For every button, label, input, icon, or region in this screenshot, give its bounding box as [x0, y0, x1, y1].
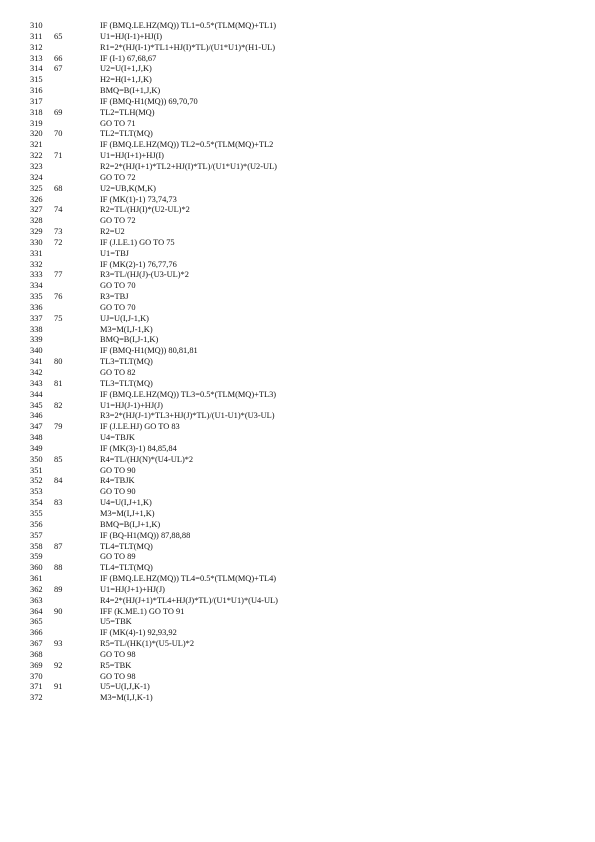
code-line [30, 238, 575, 249]
code-line [30, 444, 575, 455]
line-number: 341 [30, 357, 43, 367]
code-statement: TL4=TLT(MQ) [100, 563, 153, 573]
code-statement: IF (MK(4)-1) 92,93,92 [100, 628, 177, 638]
code-statement: GO TO 70 [100, 302, 136, 312]
code-line [30, 379, 575, 390]
code-line [30, 151, 575, 162]
statement-label: 83 [54, 498, 63, 508]
statement-label: 89 [54, 584, 63, 594]
statement-label: 73 [54, 227, 63, 237]
line-number: 345 [30, 400, 43, 410]
line-number: 336 [30, 302, 43, 312]
statement-label: 79 [54, 422, 63, 432]
code-listing [30, 21, 575, 704]
code-line [30, 303, 575, 314]
line-number: 324 [30, 172, 43, 182]
line-number: 333 [30, 270, 43, 280]
code-statement: R1=2*(HJ(I-1)*TL1+HJ(I)*TL)/(U1*U1)*(H1-UL) [100, 42, 276, 52]
code-line [30, 292, 575, 303]
code-statement: U1=HJ(I+1)+HJ(I) [100, 151, 164, 161]
code-line [30, 672, 575, 683]
line-number: 327 [30, 205, 43, 215]
code-line [30, 346, 575, 357]
code-line [30, 335, 575, 346]
code-line [30, 140, 575, 151]
code-line [30, 368, 575, 379]
code-line [30, 617, 575, 628]
code-line [30, 563, 575, 574]
code-statement: TL3=TLT(MQ) [100, 357, 153, 367]
code-line [30, 466, 575, 477]
code-statement: M3=M(I,J,K-1) [100, 693, 153, 703]
code-line [30, 249, 575, 260]
code-statement: M3=M(I,J+1,K) [100, 508, 155, 518]
code-statement: U1=HJ(I-1)+HJ(I) [100, 31, 163, 41]
code-statement: U1=HJ(J+1)+HJ(J) [100, 584, 165, 594]
code-statement: IF (BMQ.LE.HZ(MQ)) TL3=0.5*(TLM(MQ)+TL3) [100, 389, 277, 399]
code-statement: U5=TBK [100, 617, 132, 627]
code-statement: IF (MK(3)-1) 84,85,84 [100, 443, 177, 453]
code-line [30, 205, 575, 216]
code-statement: R4=2*(HJ(J+1)*TL4+HJ(J)*TL)/(U1*U1)*(U4-UL) [100, 595, 278, 605]
line-number: 364 [30, 606, 43, 616]
code-line [30, 195, 575, 206]
line-number: 344 [30, 389, 43, 399]
line-number: 362 [30, 584, 43, 594]
statement-label: 75 [54, 313, 63, 323]
code-line [30, 54, 575, 65]
line-number: 369 [30, 660, 43, 670]
code-line [30, 498, 575, 509]
code-line [30, 129, 575, 140]
code-line [30, 628, 575, 639]
line-number: 334 [30, 281, 43, 291]
code-line [30, 411, 575, 422]
code-line [30, 509, 575, 520]
statement-label: 70 [54, 129, 63, 139]
line-number: 313 [30, 53, 43, 63]
code-statement: BMQ=B(I+1,J,K) [100, 86, 161, 96]
statement-label: 92 [54, 660, 63, 670]
code-line [30, 487, 575, 498]
line-number: 320 [30, 129, 43, 139]
code-line [30, 184, 575, 195]
code-line [30, 108, 575, 119]
code-line [30, 455, 575, 466]
line-number: 323 [30, 161, 43, 171]
statement-label: 93 [54, 639, 63, 649]
statement-label: 87 [54, 541, 63, 551]
code-statement: GO TO 71 [100, 118, 136, 128]
line-number: 361 [30, 574, 43, 584]
line-number: 360 [30, 563, 43, 573]
line-number: 319 [30, 118, 43, 128]
code-statement: M3=M(I,J-1,K) [100, 324, 153, 334]
code-statement: U2=UB,K(M,K) [100, 183, 156, 193]
line-number: 367 [30, 639, 43, 649]
line-number: 356 [30, 519, 43, 529]
statement-label: 91 [54, 682, 63, 692]
code-statement: GO TO 90 [100, 487, 136, 497]
line-number: 340 [30, 346, 43, 356]
line-number: 322 [30, 151, 43, 161]
code-statement: U1=TBJ [100, 248, 129, 258]
code-line [30, 21, 575, 32]
code-statement: IF (BMQ-H1(MQ)) 80,81,81 [100, 346, 198, 356]
code-line [30, 661, 575, 672]
code-line [30, 86, 575, 97]
statement-label: 80 [54, 357, 63, 367]
line-number: 332 [30, 259, 43, 269]
code-statement: GO TO 90 [100, 465, 136, 475]
line-number: 358 [30, 541, 43, 551]
line-number: 318 [30, 107, 43, 117]
line-number: 353 [30, 487, 43, 497]
code-line [30, 260, 575, 271]
code-statement: IF (BMQ.LE.HZ(MQ)) TL4=0.5*(TLM(MQ)+TL4) [100, 574, 277, 584]
code-line [30, 325, 575, 336]
line-number: 351 [30, 465, 43, 475]
line-number: 359 [30, 552, 43, 562]
code-line [30, 433, 575, 444]
code-statement: GO TO 72 [100, 216, 136, 226]
line-number: 311 [30, 31, 43, 41]
code-line [30, 693, 575, 704]
statement-label: 65 [54, 31, 63, 41]
code-statement: H2=H(I+1,J,K) [100, 75, 152, 85]
code-line [30, 476, 575, 487]
statement-label: 74 [54, 205, 63, 215]
line-number: 372 [30, 693, 43, 703]
line-number: 370 [30, 671, 43, 681]
line-number: 368 [30, 649, 43, 659]
statement-label: 68 [54, 183, 63, 193]
code-statement: BMQ=B(I,J-1,K) [100, 335, 159, 345]
code-statement: GO TO 89 [100, 552, 136, 562]
code-statement: IFF (K.ME.1) GO TO 91 [100, 606, 185, 616]
statement-label: 84 [54, 476, 63, 486]
line-number: 363 [30, 595, 43, 605]
code-statement: IF (BMQ.LE.HZ(MQ)) TL2=0.5*(TLM(MQ)+TL2 [100, 140, 274, 150]
statement-label: 77 [54, 270, 63, 280]
code-statement: R2=2*(HJ(I+1)*TL2+HJ(I)*TL)/(U1*U1)*(U2-UL) [100, 161, 277, 171]
line-number: 310 [30, 21, 43, 30]
line-number: 343 [30, 378, 43, 388]
code-statement: TL2=TLH(MQ) [100, 107, 155, 117]
line-number: 328 [30, 216, 43, 226]
code-statement: BMQ=B(I,J+1,K) [100, 519, 161, 529]
code-statement: U2=U(I+1,J,K) [100, 64, 152, 74]
line-number: 330 [30, 237, 43, 247]
code-line [30, 162, 575, 173]
code-statement: R2=TL/(HJ(I)*(U2-UL)*2 [100, 205, 190, 215]
code-line [30, 216, 575, 227]
line-number: 325 [30, 183, 43, 193]
line-number: 314 [30, 64, 43, 74]
line-number: 371 [30, 682, 43, 692]
line-number: 335 [30, 292, 43, 302]
code-line [30, 97, 575, 108]
code-line [30, 552, 575, 563]
line-number: 326 [30, 194, 43, 204]
statement-label: 76 [54, 292, 63, 302]
line-number: 366 [30, 628, 43, 638]
code-statement: R4=TL/(HJ(N)*(U4-UL)*2 [100, 454, 194, 464]
line-number: 346 [30, 411, 43, 421]
line-number: 354 [30, 498, 43, 508]
code-line [30, 639, 575, 650]
statement-label: 82 [54, 400, 63, 410]
code-statement: GO TO 70 [100, 281, 136, 291]
code-statement: R2=U2 [100, 227, 125, 237]
statement-label: 66 [54, 53, 63, 63]
code-statement: IF (BMQ.LE.HZ(MQ)) TL1=0.5*(TLM(MQ)+TL1) [100, 21, 277, 30]
code-statement: U1=HJ(J-1)+HJ(J) [100, 400, 163, 410]
statement-label: 81 [54, 378, 63, 388]
line-number: 339 [30, 335, 43, 345]
code-statement: R4=TBJK [100, 476, 135, 486]
code-statement: IF (J.LE.HJ) GO TO 83 [100, 422, 180, 432]
code-line [30, 422, 575, 433]
line-number: 337 [30, 313, 43, 323]
code-line [30, 542, 575, 553]
code-statement: IF (BQ-H1(MQ)) 87,88,88 [100, 530, 191, 540]
code-line [30, 607, 575, 618]
line-number: 338 [30, 324, 43, 334]
line-number: 316 [30, 86, 43, 96]
code-statement: TL4=TLT(MQ) [100, 541, 153, 551]
line-number: 350 [30, 454, 43, 464]
code-statement: U4=TBJK [100, 433, 135, 443]
code-line [30, 75, 575, 86]
statement-label: 67 [54, 64, 63, 74]
code-statement: GO TO 98 [100, 671, 136, 681]
code-statement: GO TO 72 [100, 172, 136, 182]
code-statement: IF (MK(1)-1) 73,74,73 [100, 194, 177, 204]
code-statement: R3=TBJ [100, 292, 129, 302]
statement-label: 71 [54, 151, 63, 161]
code-statement: GO TO 82 [100, 368, 136, 377]
code-line [30, 357, 575, 368]
statement-label: 90 [54, 606, 63, 616]
code-statement: IF (MK(2)-1) 76,77,76 [100, 259, 177, 269]
line-number: 357 [30, 530, 43, 540]
code-statement: IF (J.LE.1) GO TO 75 [100, 237, 175, 247]
code-line [30, 596, 575, 607]
line-number: 349 [30, 443, 43, 453]
code-line [30, 650, 575, 661]
code-line [30, 520, 575, 531]
code-statement: GO TO 98 [100, 649, 136, 659]
code-statement: IF (I-1) 67,68,67 [100, 53, 157, 63]
code-statement: TL3=TLT(MQ) [100, 378, 153, 388]
code-line [30, 32, 575, 43]
code-line [30, 531, 575, 542]
code-statement: R3=2*(HJ(J-1)*TL3+HJ(J)*TL)/(U1-U1)*(U3-UL) [100, 411, 275, 421]
line-number: 329 [30, 227, 43, 237]
code-statement: UJ=U(I,J-1,K) [100, 313, 149, 323]
line-number: 331 [30, 248, 43, 258]
code-line [30, 682, 575, 693]
line-number: 312 [30, 42, 43, 52]
code-line [30, 585, 575, 596]
code-line [30, 227, 575, 238]
code-line [30, 64, 575, 75]
code-statement: R5=TL/(HK(1)*(U5-UL)*2 [100, 639, 195, 649]
statement-label: 69 [54, 107, 63, 117]
code-line [30, 281, 575, 292]
code-line [30, 173, 575, 184]
line-number: 348 [30, 433, 43, 443]
line-number: 355 [30, 508, 43, 518]
code-line [30, 270, 575, 281]
line-number: 365 [30, 617, 43, 627]
code-statement: IF (BMQ-H1(MQ)) 69,70,70 [100, 96, 198, 106]
line-number: 342 [30, 368, 43, 377]
statement-label: 72 [54, 237, 63, 247]
code-statement: R5=TBK [100, 660, 132, 670]
code-statement: U4=U(I,J+1,K) [100, 498, 152, 508]
line-number: 347 [30, 422, 43, 432]
code-line [30, 574, 575, 585]
statement-label: 85 [54, 454, 63, 464]
code-statement: R3=TL/(HJ(J)-(U3-UL)*2 [100, 270, 189, 280]
code-line [30, 401, 575, 412]
code-line [30, 390, 575, 401]
line-number: 352 [30, 476, 43, 486]
line-number: 315 [30, 75, 43, 85]
code-statement: TL2=TLT(MQ) [100, 129, 153, 139]
statement-label: 88 [54, 563, 63, 573]
code-line [30, 119, 575, 130]
code-statement: U5=U(I,J,K-1) [100, 682, 150, 692]
code-line [30, 314, 575, 325]
line-number: 317 [30, 96, 43, 106]
code-line [30, 43, 575, 54]
line-number: 321 [30, 140, 43, 150]
